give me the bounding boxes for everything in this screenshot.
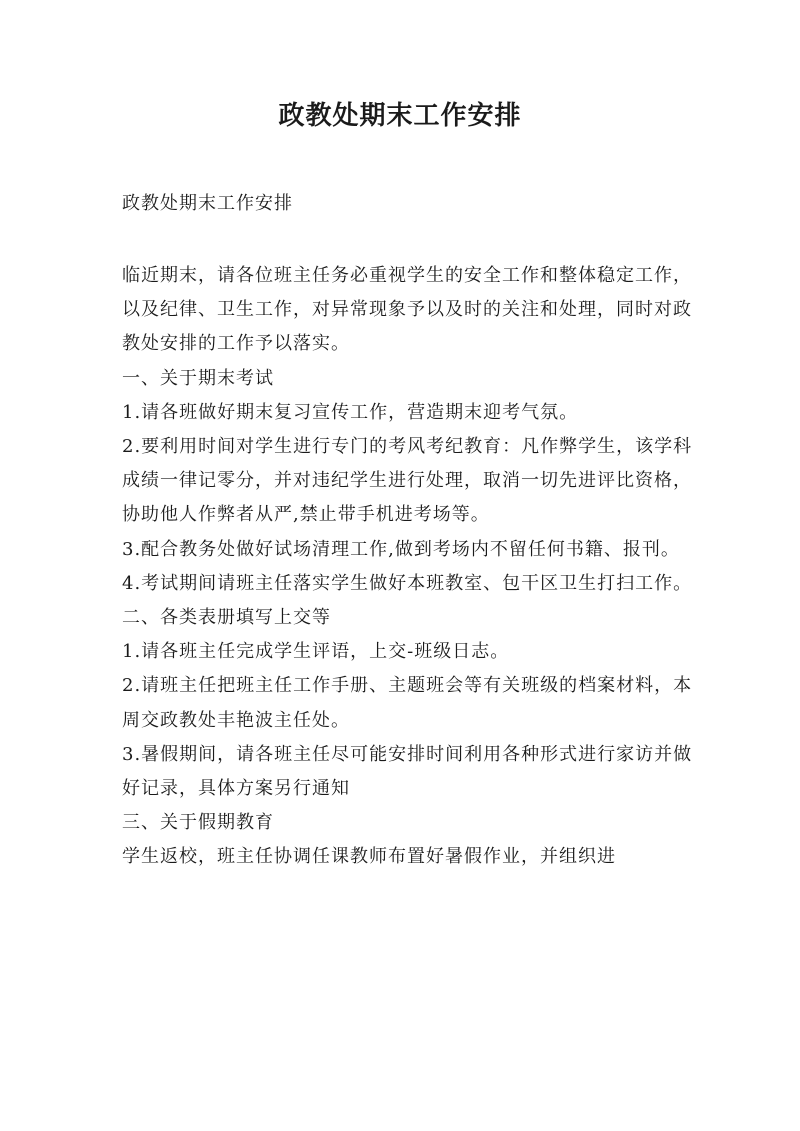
document-title: 政教处期末工作安排 [278,101,522,131]
section-heading-exam: 一、关于期末考试 [122,367,274,389]
list-item: 1.请各班做好期末复习宣传工作，营造期末迎考气氛。 [122,401,579,423]
list-item: 4.考试期间请班主任落实学生做好本班教室、包干区卫生打扫工作。 [122,572,693,594]
list-item: 3.配合教务处做好试场清理工作,做到考场内不留任何书籍、报刊。 [122,538,680,560]
document-subtitle: 政教处期末工作安排 [122,193,293,214]
section-heading-forms: 二、各类表册填写上交等 [122,607,331,629]
list-item: 2.要利用时间对学生进行专门的考风考纪教育：凡作弊学生，该学科成绩一律记零分，并对违纪学生进行处理，取消一切先进评比资格，协助他人作弊者从严,禁止带手机进考场等。 [122,436,693,526]
document-body [122,259,694,875]
list-item: 1.请各班主任完成学生评语，上交-班级日志。 [122,641,510,663]
section-heading-holiday: 三、关于假期教育 [122,812,274,834]
list-item: 3.暑假期间，请各班主任尽可能安排时间利用各种形式进行家访并做好记录，具体方案另行通知 [122,743,693,800]
paragraph-holiday: 学生返校，班主任协调任课教师布置好暑假作业，并组织进 [122,846,616,868]
list-item: 2.请班主任把班主任工作手册、主题班会等有关班级的档案材料，本周交政教处丰艳波主任处。 [122,675,693,731]
paragraph-intro: 临近期末，请各位班主任务必重视学生的安全工作和整体稳定工作，以及纪律、卫生工作，对异常现象予以及时的关注和处理，同时对政教处安排的工作予以落实。 [122,265,692,355]
